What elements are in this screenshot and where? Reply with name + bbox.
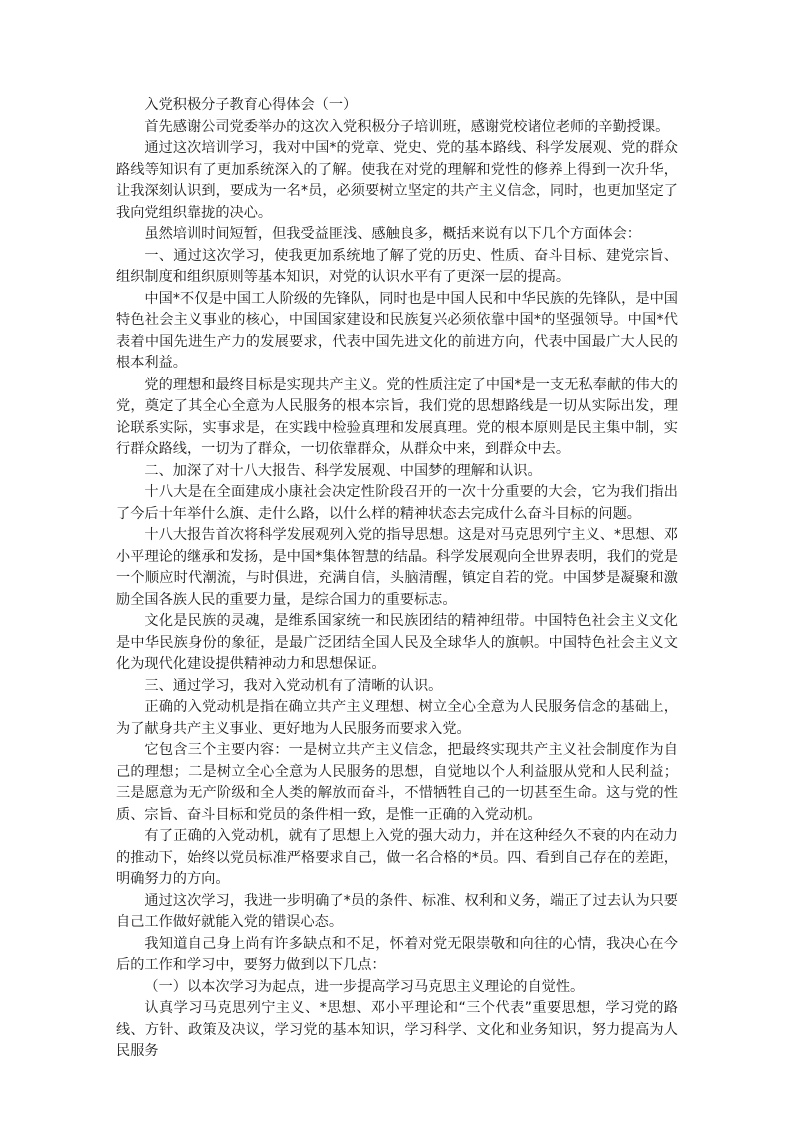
- document-page: [116, 95, 678, 1063]
- paragraph: 十八大报告首次将科学发展观列入党的指导思想。这是对马克思列宁主义、*思想、邓小平理论的继承和发扬，是中国*集体智慧的结晶。科学发展观向全世界表明，我们的党是一个顺应时代潮流，与时俱进，充满自信，头脑清醒，镇定自若的党。中国梦是凝聚和激励全国各族人民的重要力量，是综合国力的重要标志。: [116, 527, 678, 608]
- section-heading: 三、通过学习，我对入党动机有了清晰的认识。: [144, 677, 443, 694]
- paragraph: 首先感谢公司党委举办的这次入党积极分子培训班，感谢党校诸位老师的辛勤授课。: [144, 118, 670, 135]
- paragraph: 十八大是在全面建成小康社会决定性阶段召开的一次十分重要的大会，它为我们指出了今后十年举什么旗、走什么路，以什么样的精神状态去完成什么奋斗目标的问题。: [116, 484, 678, 522]
- paragraph: 通过这次学习，我进一步明确了*员的条件、标准、权利和义务，端正了过去认为只要自己工作做好就能入党的错误心态。: [116, 892, 678, 930]
- paragraph: 认真学习马克思列宁主义、*思想、邓小平理论和“三个代表”重要思想，学习党的路线、方针、政策及决议，学习党的基本知识，学习科学、文化和业务知识，努力提高为人民服务: [116, 1000, 678, 1059]
- document-title: 入党积极分子教育心得体会（一）: [144, 97, 358, 113]
- paragraph: 文化是民族的灵魂，是维系国家统一和民族团结的精神纽带。中国特色社会主义文化是中华民族身份的象征，是最广泛团结全国人民及全球华人的旗帜。中国特色社会主义文化为现代化建设提供精神动力和思想保证。: [116, 613, 678, 672]
- paragraph: 我知道自己身上尚有许多缺点和不足，怀着对党无限崇敬和向往的心情，我决心在今后的工作和学习中，要努力做到以下几点：: [116, 935, 678, 973]
- section-heading: 一、通过这次学习，使我更加系统地了解了党的历史、性质、奋斗目标、建党宗旨、组织制度和组织原则等基本知识，对党的认识水平有了更深一层的提高。: [116, 247, 678, 285]
- paragraph: 有了正确的入党动机，就有了思想上入党的强大动力，并在这种经久不衰的内在动力的推动下，始终以党员标准严格要求自己，做一名合格的*员。四、看到自己存在的差距，明确努力的方向。: [116, 828, 678, 887]
- paragraph: 正确的入党动机是指在确立共产主义理想、树立全心全意为人民服务信念的基础上，为了献身共产主义事业、更好地为人民服务而要求入党。: [116, 699, 678, 737]
- sub-heading: （一）以本次学习为起点，进一步提高学习马克思主义理论的自觉性。: [144, 978, 585, 995]
- paragraph: 中国*不仅是中国工人阶级的先锋队，同时也是中国人民和中华民族的先锋队，是中国特色社会主义事业的核心，中国国家建设和民族复兴必须依靠中国*的坚强领导。中国*代表着中国先进生产力的发展要求，代表中国先进文化的前进方向，代表中国最广大人民的根本利益。: [116, 290, 678, 371]
- paragraph: 它包含三个主要内容：一是树立共产主义信念，把最终实现共产主义社会制度作为自己的理想；二是树立全心全意为人民服务的思想，自觉地以个人利益服从党和人民利益；三是愿意为无产阶级和全人类的解放而奋斗，不惜牺牲自己的一切甚至生命。这与党的性质、宗旨、奋斗目标和党员的条件相一致，是惟一正确的入党动机。: [116, 742, 678, 823]
- paragraph: 通过这次培训学习，我对中国*的党章、党史、党的基本路线、科学发展观、党的群众路线等知识有了更加系统深入的了解。使我在对党的理解和党性的修养上得到一次升华，让我深刻认识到，要成为一名*员，必须要树立坚定的共产主义信念，同时，也更加坚定了我向党组织靠拢的决心。: [116, 140, 678, 221]
- section-heading: 二、加深了对十八大报告、科学发展观、中国梦的理解和认识。: [144, 462, 542, 479]
- paragraph: 党的理想和最终目标是实现共产主义。党的性质注定了中国*是一支无私奉献的伟大的党，奠定了其全心全意为人民服务的根本宗旨，我们党的思想路线是一切从实际出发，理论联系实际，实事求是，在实践中检验真理和发展真理。党的根本原则是民主集中制，实行群众路线，一切为了群众，一切依靠群众，从群众中来，到群众中去。: [116, 376, 678, 457]
- paragraph: 虽然培训时间短暂，但我受益匪浅、感触良多，概括来说有以下几个方面体会：: [144, 226, 641, 242]
